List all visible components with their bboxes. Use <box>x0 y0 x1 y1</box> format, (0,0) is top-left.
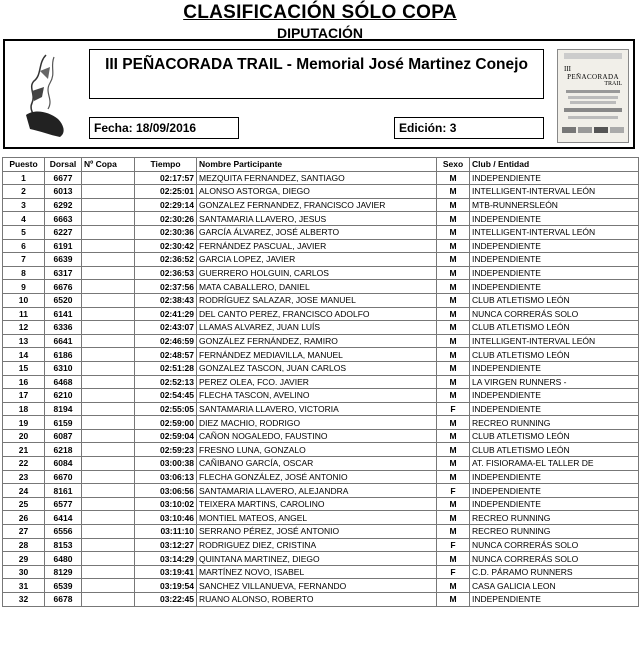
cell-puesto: 17 <box>3 389 45 403</box>
table-row <box>3 443 639 457</box>
cell-dorsal: 8194 <box>45 402 82 416</box>
poster-line-2: PEÑACORADA <box>567 73 619 81</box>
cell-nombre: GONZÁLEZ FERNÁNDEZ, RAMIRO <box>197 334 437 348</box>
table-row <box>3 361 639 375</box>
cell-dorsal: 6539 <box>45 579 82 593</box>
cell-puesto: 10 <box>3 293 45 307</box>
cell-club: CASA GALICIA LEON <box>470 579 639 593</box>
table-row <box>3 511 639 525</box>
table-header-row <box>3 158 639 172</box>
cell-club: CLUB ATLETISMO LEÓN <box>470 443 639 457</box>
cell-puesto: 32 <box>3 593 45 607</box>
cell-puesto: 19 <box>3 416 45 430</box>
cell-nombre: GONZALEZ TASCON, JUAN CARLOS <box>197 361 437 375</box>
cell-sexo: M <box>437 457 470 471</box>
cell-nombre: SANTAMARIA LLAVERO, JESUS <box>197 212 437 226</box>
cell-copa <box>82 185 135 199</box>
cell-puesto: 6 <box>3 239 45 253</box>
cell-dorsal: 6186 <box>45 348 82 362</box>
cell-copa <box>82 565 135 579</box>
cell-sexo: M <box>437 361 470 375</box>
cell-copa <box>82 307 135 321</box>
cell-puesto: 21 <box>3 443 45 457</box>
cell-nombre: RUANO ALONSO, ROBERTO <box>197 593 437 607</box>
cell-tiempo: 03:19:41 <box>135 565 197 579</box>
table-row <box>3 225 639 239</box>
cell-nombre: FLECHA GONZÁLEZ, JOSÉ ANTONIO <box>197 470 437 484</box>
cell-sexo: M <box>437 198 470 212</box>
cell-sexo: M <box>437 239 470 253</box>
cell-dorsal: 6317 <box>45 266 82 280</box>
table-row <box>3 525 639 539</box>
cell-tiempo: 02:54:45 <box>135 389 197 403</box>
cell-dorsal: 6292 <box>45 198 82 212</box>
cell-club: INDEPENDIENTE <box>470 212 639 226</box>
cell-sexo: M <box>437 389 470 403</box>
cell-tiempo: 03:14:29 <box>135 552 197 566</box>
cell-tiempo: 02:41:29 <box>135 307 197 321</box>
cell-nombre: FLECHA TASCON, AVELINO <box>197 389 437 403</box>
cell-copa <box>82 253 135 267</box>
table-row <box>3 538 639 552</box>
table-row <box>3 334 639 348</box>
table-row <box>3 307 639 321</box>
cell-tiempo: 03:10:46 <box>135 511 197 525</box>
cell-dorsal: 6013 <box>45 185 82 199</box>
cell-tiempo: 02:25:01 <box>135 185 197 199</box>
cell-club: INDEPENDIENTE <box>470 253 639 267</box>
cell-nombre: GONZALEZ FERNANDEZ, FRANCISCO JAVIER <box>197 198 437 212</box>
cell-copa <box>82 525 135 539</box>
cell-club: CLUB ATLETISMO LEÓN <box>470 429 639 443</box>
cell-sexo: M <box>437 253 470 267</box>
cell-puesto: 29 <box>3 552 45 566</box>
table-row <box>3 470 639 484</box>
cell-club: INTELLIGENT-INTERVAL LEÓN <box>470 185 639 199</box>
cell-sexo: M <box>437 293 470 307</box>
results-body <box>3 171 639 606</box>
cell-tiempo: 02:55:05 <box>135 402 197 416</box>
cell-dorsal: 6227 <box>45 225 82 239</box>
cell-copa <box>82 416 135 430</box>
cell-copa <box>82 497 135 511</box>
cell-puesto: 20 <box>3 429 45 443</box>
cell-sexo: M <box>437 525 470 539</box>
cell-tiempo: 02:36:53 <box>135 266 197 280</box>
cell-sexo: M <box>437 280 470 294</box>
cell-sexo: M <box>437 429 470 443</box>
cell-tiempo: 03:00:38 <box>135 457 197 471</box>
cell-puesto: 12 <box>3 321 45 335</box>
cell-nombre: FRESNO LUNA, GONZALO <box>197 443 437 457</box>
cell-dorsal: 6480 <box>45 552 82 566</box>
cell-dorsal: 6218 <box>45 443 82 457</box>
cell-copa <box>82 280 135 294</box>
cell-copa <box>82 457 135 471</box>
cell-sexo: M <box>437 416 470 430</box>
cell-sexo: M <box>437 593 470 607</box>
cell-club: CLUB ATLETISMO LEÓN <box>470 348 639 362</box>
table-row <box>3 212 639 226</box>
cell-club: C.D. PÁRAMO RUNNERS <box>470 565 639 579</box>
cell-copa <box>82 334 135 348</box>
cell-sexo: M <box>437 497 470 511</box>
table-row <box>3 198 639 212</box>
cell-tiempo: 02:52:13 <box>135 375 197 389</box>
cell-nombre: GARCÍA ÁLVAREZ, JOSÉ ALBERTO <box>197 225 437 239</box>
table-row <box>3 497 639 511</box>
cell-sexo: M <box>437 579 470 593</box>
cell-puesto: 30 <box>3 565 45 579</box>
table-row <box>3 389 639 403</box>
cell-sexo: M <box>437 225 470 239</box>
table-row <box>3 171 639 185</box>
cell-sexo: M <box>437 321 470 335</box>
cell-sexo: M <box>437 552 470 566</box>
cell-nombre: PEREZ OLEA, FCO. JAVIER <box>197 375 437 389</box>
cell-club: INDEPENDIENTE <box>470 389 639 403</box>
cell-puesto: 27 <box>3 525 45 539</box>
cell-dorsal: 6670 <box>45 470 82 484</box>
cell-nombre: SANTAMARIA LLAVERO, VICTORIA <box>197 402 437 416</box>
cell-nombre: QUINTANA MARTINEZ, DIEGO <box>197 552 437 566</box>
cell-sexo: F <box>437 565 470 579</box>
cell-puesto: 7 <box>3 253 45 267</box>
cell-sexo: M <box>437 470 470 484</box>
cell-nombre: DIEZ MACHIO, RODRIGO <box>197 416 437 430</box>
cell-club: RECREO RUNNING <box>470 525 639 539</box>
cell-copa <box>82 321 135 335</box>
cell-puesto: 15 <box>3 361 45 375</box>
cell-sexo: F <box>437 484 470 498</box>
cell-puesto: 26 <box>3 511 45 525</box>
edition-value: 3 <box>449 121 457 135</box>
cell-puesto: 9 <box>3 280 45 294</box>
cell-nombre: MEZQUITA FERNANDEZ, SANTIAGO <box>197 171 437 185</box>
cell-sexo: M <box>437 334 470 348</box>
cell-copa <box>82 361 135 375</box>
cell-puesto: 16 <box>3 375 45 389</box>
cell-club: NUNCA CORRERÁS SOLO <box>470 552 639 566</box>
cell-dorsal: 6336 <box>45 321 82 335</box>
table-row <box>3 565 639 579</box>
cell-nombre: MONTIEL MATEOS, ANGEL <box>197 511 437 525</box>
cell-tiempo: 02:30:42 <box>135 239 197 253</box>
cell-dorsal: 6310 <box>45 361 82 375</box>
cell-club: CLUB ATLETISMO LEÓN <box>470 321 639 335</box>
cell-tiempo: 02:38:43 <box>135 293 197 307</box>
cell-copa <box>82 239 135 253</box>
table-row <box>3 348 639 362</box>
cell-nombre: RODRIGUEZ DIEZ, CRISTINA <box>197 538 437 552</box>
cell-tiempo: 03:19:54 <box>135 579 197 593</box>
cell-puesto: 13 <box>3 334 45 348</box>
cell-nombre: ALONSO ASTORGA, DIEGO <box>197 185 437 199</box>
cell-copa <box>82 198 135 212</box>
cell-copa <box>82 266 135 280</box>
cell-tiempo: 03:22:45 <box>135 593 197 607</box>
cell-puesto: 11 <box>3 307 45 321</box>
cell-copa <box>82 470 135 484</box>
cell-copa <box>82 293 135 307</box>
cell-dorsal: 6084 <box>45 457 82 471</box>
cell-sexo: M <box>437 307 470 321</box>
cell-copa <box>82 171 135 185</box>
cell-copa <box>82 511 135 525</box>
page-subtitle <box>0 25 640 41</box>
cell-puesto: 22 <box>3 457 45 471</box>
cell-nombre: LLAMAS ALVAREZ, JUAN LUÍS <box>197 321 437 335</box>
col-header-dorsal: Dorsal <box>45 158 82 172</box>
cell-puesto: 8 <box>3 266 45 280</box>
event-poster <box>557 49 629 143</box>
cell-tiempo: 02:59:00 <box>135 416 197 430</box>
cell-club: NUNCA CORRERÁS SOLO <box>470 307 639 321</box>
cell-puesto: 2 <box>3 185 45 199</box>
cell-tiempo: 02:37:56 <box>135 280 197 294</box>
cell-club: MTB-RUNNERSLEÓN <box>470 198 639 212</box>
cell-sexo: F <box>437 538 470 552</box>
cell-copa <box>82 429 135 443</box>
cell-nombre: CAÑIBANO GARCÍA, OSCAR <box>197 457 437 471</box>
cell-dorsal: 6556 <box>45 525 82 539</box>
cell-sexo: M <box>437 511 470 525</box>
cell-club: INDEPENDIENTE <box>470 361 639 375</box>
table-row <box>3 416 639 430</box>
cell-nombre: FERNÁNDEZ MEDIAVILLA, MANUEL <box>197 348 437 362</box>
table-row <box>3 239 639 253</box>
cell-tiempo: 02:43:07 <box>135 321 197 335</box>
table-row <box>3 185 639 199</box>
cell-tiempo: 03:06:13 <box>135 470 197 484</box>
cell-club: INDEPENDIENTE <box>470 402 639 416</box>
event-date <box>89 117 239 139</box>
table-row <box>3 579 639 593</box>
cell-club: INDEPENDIENTE <box>470 239 639 253</box>
cell-tiempo: 02:29:14 <box>135 198 197 212</box>
cell-nombre: TEIXERA MARTINS, CAROLINO <box>197 497 437 511</box>
poster-line-1: III <box>564 65 571 73</box>
table-row <box>3 321 639 335</box>
runner-logo-icon <box>14 51 76 139</box>
cell-club: INDEPENDIENTE <box>470 266 639 280</box>
cell-puesto: 23 <box>3 470 45 484</box>
edition-label: Edición: <box>399 121 447 135</box>
cell-tiempo: 02:59:04 <box>135 429 197 443</box>
cell-dorsal: 6141 <box>45 307 82 321</box>
cell-sexo: F <box>437 402 470 416</box>
cell-tiempo: 02:46:59 <box>135 334 197 348</box>
cell-club: LA VIRGEN RUNNERS - <box>470 375 639 389</box>
cell-copa <box>82 484 135 498</box>
cell-tiempo: 02:30:36 <box>135 225 197 239</box>
date-label: Fecha: <box>94 121 133 135</box>
event-header <box>3 39 635 149</box>
cell-nombre: SERRANO PÉREZ, JOSÉ ANTONIO <box>197 525 437 539</box>
cell-tiempo: 03:10:02 <box>135 497 197 511</box>
cell-copa <box>82 389 135 403</box>
cell-tiempo: 02:48:57 <box>135 348 197 362</box>
cell-club: RECREO RUNNING <box>470 416 639 430</box>
cell-tiempo: 03:11:10 <box>135 525 197 539</box>
cell-copa <box>82 402 135 416</box>
cell-dorsal: 6676 <box>45 280 82 294</box>
cell-dorsal: 6210 <box>45 389 82 403</box>
cell-club: NUNCA CORRERÁS SOLO <box>470 538 639 552</box>
cell-puesto: 25 <box>3 497 45 511</box>
cell-copa <box>82 348 135 362</box>
cell-club: INDEPENDIENTE <box>470 497 639 511</box>
cell-tiempo: 02:30:26 <box>135 212 197 226</box>
cell-dorsal: 8153 <box>45 538 82 552</box>
cell-dorsal: 6678 <box>45 593 82 607</box>
cell-nombre: SANCHEZ VILLANUEVA, FERNANDO <box>197 579 437 593</box>
cell-nombre: CAÑON NOGALEDO, FAUSTINO <box>197 429 437 443</box>
cell-nombre: GARCIA LOPEZ, JAVIER <box>197 253 437 267</box>
table-row <box>3 402 639 416</box>
cell-dorsal: 6520 <box>45 293 82 307</box>
cell-club: INTELLIGENT-INTERVAL LEÓN <box>470 225 639 239</box>
cell-dorsal: 6159 <box>45 416 82 430</box>
table-row <box>3 457 639 471</box>
cell-nombre: RODRÍGUEZ SALAZAR, JOSE MANUEL <box>197 293 437 307</box>
cell-club: INDEPENDIENTE <box>470 470 639 484</box>
col-header-tiempo: Tiempo <box>135 158 197 172</box>
event-edition <box>394 117 544 139</box>
cell-dorsal: 6677 <box>45 171 82 185</box>
table-row <box>3 280 639 294</box>
cell-nombre: MATA CABALLERO, DANIEL <box>197 280 437 294</box>
cell-sexo: M <box>437 443 470 457</box>
cell-club: INDEPENDIENTE <box>470 484 639 498</box>
event-title: III PEÑACORADA TRAIL - Memorial José Martinez Conejo <box>89 49 544 99</box>
table-row <box>3 375 639 389</box>
table-row <box>3 484 639 498</box>
cell-puesto: 24 <box>3 484 45 498</box>
cell-dorsal: 6087 <box>45 429 82 443</box>
cell-copa <box>82 538 135 552</box>
cell-copa <box>82 212 135 226</box>
cell-sexo: M <box>437 375 470 389</box>
cell-copa <box>82 375 135 389</box>
cell-copa <box>82 443 135 457</box>
cell-puesto: 4 <box>3 212 45 226</box>
cell-copa <box>82 593 135 607</box>
cell-dorsal: 8129 <box>45 565 82 579</box>
col-header-nombre: Nombre Participante <box>197 158 437 172</box>
cell-nombre: DEL CANTO PEREZ, FRANCISCO ADOLFO <box>197 307 437 321</box>
poster-line-3: TRAIL <box>604 81 622 87</box>
cell-nombre: GUERRERO HOLGUIN, CARLOS <box>197 266 437 280</box>
table-row <box>3 429 639 443</box>
cell-nombre: SANTAMARIA LLAVERO, ALEJANDRA <box>197 484 437 498</box>
cell-club: INDEPENDIENTE <box>470 171 639 185</box>
cell-club: INTELLIGENT-INTERVAL LEÓN <box>470 334 639 348</box>
table-row <box>3 253 639 267</box>
table-row <box>3 552 639 566</box>
cell-dorsal: 6414 <box>45 511 82 525</box>
cell-copa <box>82 552 135 566</box>
cell-dorsal: 8161 <box>45 484 82 498</box>
cell-club: CLUB ATLETISMO LEÓN <box>470 293 639 307</box>
table-row <box>3 266 639 280</box>
cell-dorsal: 6577 <box>45 497 82 511</box>
table-row <box>3 593 639 607</box>
cell-tiempo: 02:59:23 <box>135 443 197 457</box>
cell-puesto: 28 <box>3 538 45 552</box>
cell-tiempo: 03:06:56 <box>135 484 197 498</box>
cell-sexo: M <box>437 266 470 280</box>
cell-dorsal: 6468 <box>45 375 82 389</box>
page-title: CLASIFICACIÓN SÓLO COPA <box>183 2 457 23</box>
cell-tiempo: 03:12:27 <box>135 538 197 552</box>
col-header-sexo: Sexo <box>437 158 470 172</box>
cell-dorsal: 6191 <box>45 239 82 253</box>
cell-tiempo: 02:51:28 <box>135 361 197 375</box>
page-subtitle-text: DIPUTACIÓN <box>276 25 364 41</box>
col-header-club: Club / Entidad <box>470 158 639 172</box>
cell-puesto: 5 <box>3 225 45 239</box>
cell-nombre: FERNÁNDEZ PASCUAL, JAVIER <box>197 239 437 253</box>
cell-dorsal: 6639 <box>45 253 82 267</box>
cell-nombre: MARTÍNEZ NOVO, ISABEL <box>197 565 437 579</box>
cell-sexo: M <box>437 348 470 362</box>
cell-dorsal: 6641 <box>45 334 82 348</box>
results-table <box>2 157 639 607</box>
cell-tiempo: 02:36:52 <box>135 253 197 267</box>
col-header-puesto: Puesto <box>3 158 45 172</box>
cell-puesto: 3 <box>3 198 45 212</box>
cell-copa <box>82 225 135 239</box>
cell-copa <box>82 579 135 593</box>
cell-tiempo: 02:17:57 <box>135 171 197 185</box>
cell-dorsal: 6663 <box>45 212 82 226</box>
cell-sexo: M <box>437 185 470 199</box>
date-value: 18/09/2016 <box>136 121 197 135</box>
cell-puesto: 31 <box>3 579 45 593</box>
cell-puesto: 1 <box>3 171 45 185</box>
cell-puesto: 14 <box>3 348 45 362</box>
cell-sexo: M <box>437 171 470 185</box>
col-header-copa: Nº Copa <box>82 158 135 172</box>
cell-sexo: M <box>437 212 470 226</box>
cell-club: INDEPENDIENTE <box>470 593 639 607</box>
table-row <box>3 293 639 307</box>
cell-club: RECREO RUNNING <box>470 511 639 525</box>
cell-puesto: 18 <box>3 402 45 416</box>
cell-club: INDEPENDIENTE <box>470 280 639 294</box>
cell-club: AT. FISIORAMA-EL TALLER DE <box>470 457 639 471</box>
